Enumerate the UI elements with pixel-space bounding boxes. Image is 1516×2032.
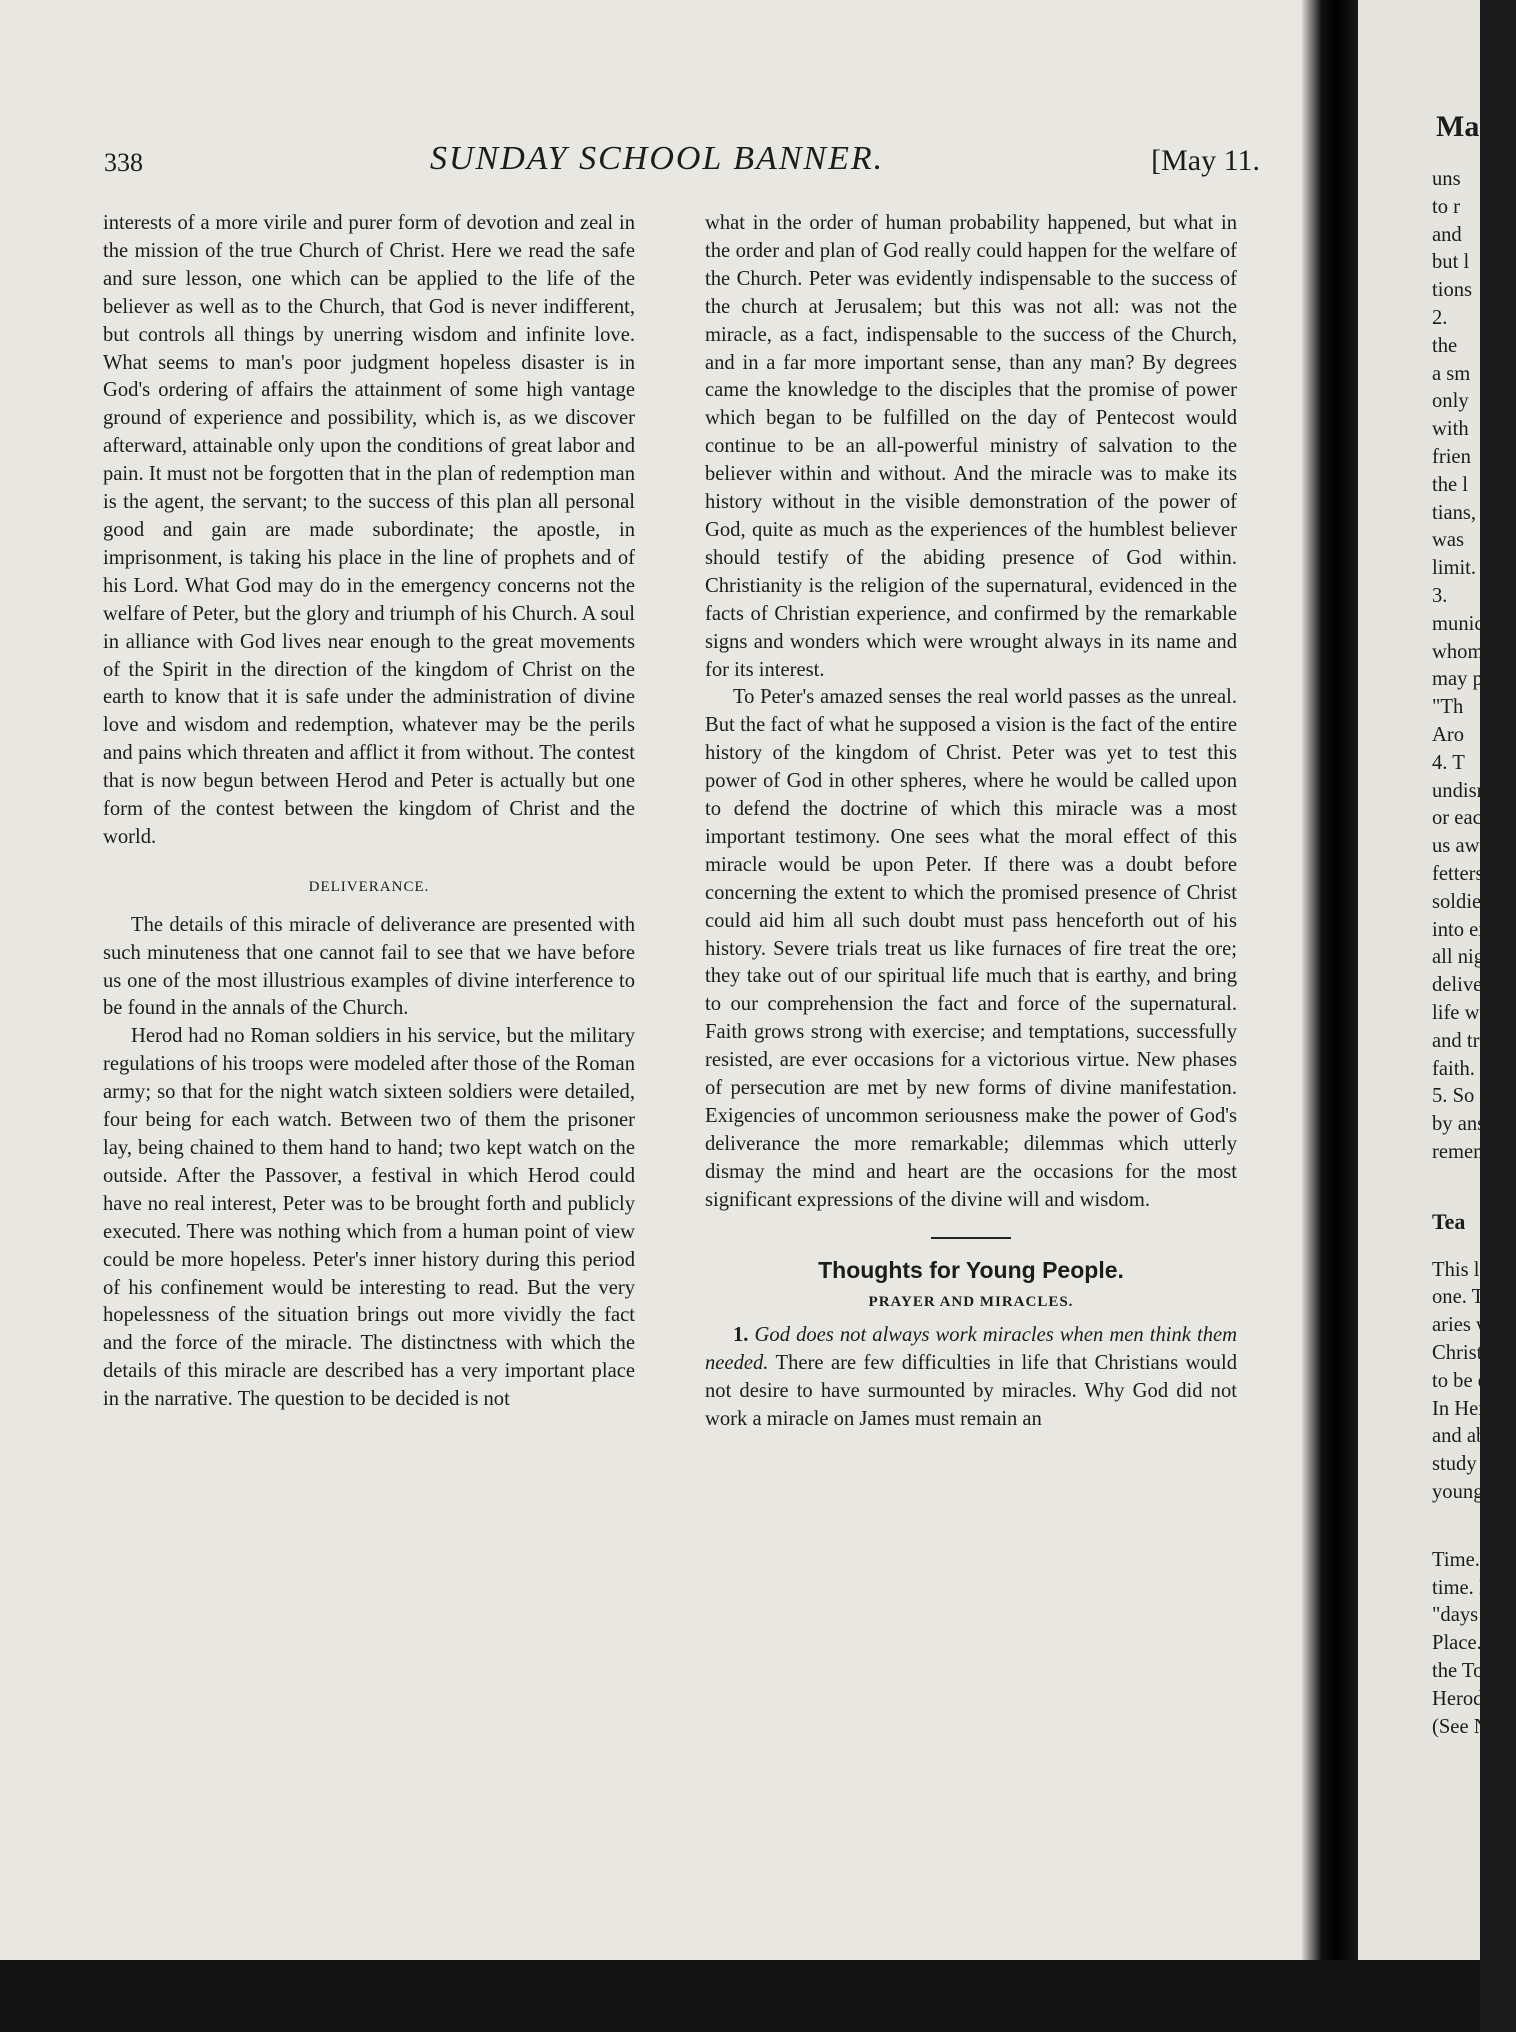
right-page-line: whom	[1432, 640, 1484, 663]
divider	[931, 1237, 1011, 1239]
right-page-line: undism	[1432, 779, 1493, 802]
right-page-line: Aro	[1432, 724, 1465, 746]
right-page-line: only	[1432, 390, 1469, 413]
right-page-line: to be don	[1432, 1369, 1509, 1392]
right-page-line: aries wa	[1432, 1314, 1501, 1337]
point-number: 1.	[733, 1324, 749, 1347]
right-page-line: but l	[1432, 251, 1470, 274]
right-page-line: a sm	[1432, 362, 1471, 385]
right-page-line: (See NOT	[1432, 1715, 1516, 1738]
point-text: There are few difficulties in life that Christians would not desire to have surmounted by miracles. Why God did not work a miracle on James must remain an	[705, 1352, 1237, 1431]
section-heading-deliverance: DELIVERANCE.	[308, 878, 430, 895]
page-header	[100, 140, 1260, 190]
column-one	[103, 210, 635, 1414]
right-page-line: the	[1432, 334, 1458, 357]
right-page-line: Place.	[1432, 1632, 1482, 1655]
column-two	[705, 210, 1237, 1434]
right-page-line: to r	[1432, 195, 1461, 218]
right-page-line: Herod.	[1432, 1687, 1489, 1710]
right-page-line: This l	[1432, 1258, 1480, 1281]
right-page-line: uns	[1432, 168, 1461, 190]
right-page-line: soldiers	[1432, 890, 1497, 913]
right-page-header: Ma	[1436, 110, 1480, 143]
right-page-line: with	[1432, 418, 1469, 441]
paragraph: what in the order of human probability happened, but what in the order and plan of God really could happen for the welfare of the Church. Peter was evidently indispensable to the success of the church at Jerusalem; but this was not all: was not the miracle, as a fact, indispensable to the success of the Church, and in a far more important sense, than any man? By degrees came the knowledge to the disciples that the promise of power which began to be fulfilled on the day of Pentecost would continue to be an all-powerful ministry of salvation to the believer within and without. And the miracle was to make its history without in the visible demonstration of the power of God, quite as much as the experiences of the humblest believer should testify of the abiding presence of God within. Christianity is the religion of the supernatural, evidenced in the facts of Christian experience, and confirmed by the remarkable signs and wonders which were wrought always in its name and for its interest.	[705, 212, 1237, 681]
right-page-line: us awa	[1432, 835, 1489, 858]
right-page-line: fetters,	[1432, 863, 1489, 885]
scan-border	[0, 1960, 1480, 2032]
right-page-line: by ansu	[1432, 1113, 1496, 1136]
paragraph: interests of a more virile and purer form of devotion and zeal in the mission of the true Church of Christ. Here we read the safe and sure lesson, one which can be applied to the life of the believer as well as to the Church, that God is never indifferent, but controls all things by unerring wisdom and infinite love. What seems to man's poor judgment hopeless disaster is in God's ordering of affairs the attainment of some high vantage ground of experience and possibility, which is, as we discover afterward, attainable only upon the conditions of great labor and pain. It must not be forgotten that in the plan of redemption man is the agent, the servant; to the success of this plan all personal good and gain are made subordinate; the apostle, in imprisonment, is taking his place in the line of prophets and of his Lord. What God may do in the emergency concerns not the welfare of Peter, but the glory and triumph of his Church. A soul in alliance with God lives near enough to the great movements of the Spirit in the direction of the kingdom of Christ on the earth to know that it is safe under the administration of divine love and wisdom and redemption, whatever may be the perils and pains which threaten and afflict it from without. The contest that is now begun between Herod and Peter is actually but one form of the contest between the kingdom of Christ and the world.	[103, 212, 635, 848]
right-page-line: 5. So	[1432, 1085, 1475, 1108]
issue-date: [May 11.	[1151, 144, 1260, 177]
right-page-line: 3.	[1432, 585, 1448, 607]
right-page-line: Tea	[1432, 1208, 1466, 1234]
point-italic: God does not always work miracles when men think them needed.	[705, 1324, 1237, 1375]
right-page-line: study th	[1432, 1453, 1498, 1476]
right-page-line: In Hero	[1432, 1397, 1496, 1420]
right-page-line: frien	[1432, 446, 1471, 468]
right-page-line: life wo	[1432, 1002, 1490, 1024]
right-page-line: one. T	[1432, 1286, 1485, 1309]
right-page-line: and able	[1432, 1425, 1502, 1448]
right-page-line: young Ch	[1432, 1481, 1513, 1503]
right-page-line: tions	[1432, 279, 1473, 302]
right-page-line: tians,	[1432, 501, 1477, 524]
right-page-line: all nigh	[1432, 946, 1495, 969]
right-page-line: time. E	[1432, 1576, 1492, 1599]
right-page-line: "Th	[1432, 696, 1464, 719]
right-page-line: delivera	[1432, 974, 1499, 997]
right-page-line: the Towe	[1432, 1660, 1508, 1682]
paragraph: Herod had no Roman soldiers in his service, but the military regulations of his troops were modeled after those of the Roman army; so that for the night watch sixteen soldiers were detailed, four being for each watch. Between two of them the prisoner lay, being chained to them hand to hand; two kept watch on the outside. After the Passover, a festival in which Herod could have no real interest, Peter was to be brought forth and publicly executed. There was nothing which from a human point of view could be more hopeless. Peter's inner history during this period of his confinement would be interesting to read. But the very hopelessness of the situation brings out more vividly the fact and the force of the miracle. The distinctness with which the details of this miracle are described has a very important place in the narrative. The question to be decided is not	[103, 1025, 635, 1411]
right-page-line: "days of	[1432, 1604, 1501, 1627]
right-page-line: or eac	[1432, 807, 1482, 830]
right-page-line: 2.	[1432, 307, 1448, 329]
right-page-line: was	[1432, 529, 1465, 552]
right-page-line: and tra	[1432, 1029, 1489, 1052]
book-gutter	[1302, 0, 1358, 2032]
right-page-line: and	[1432, 223, 1462, 246]
right-page-line: may p	[1432, 668, 1483, 691]
right-page-line: limit.	[1432, 557, 1477, 580]
right-page-line: munic	[1432, 612, 1484, 635]
numbered-point	[705, 1322, 1237, 1434]
subheading-prayer-and-miracles: PRAYER AND MIRACLES.	[868, 1293, 1074, 1310]
right-page-line: rememb	[1432, 1141, 1500, 1163]
right-page-line: faith.	[1432, 1057, 1475, 1080]
journal-title: SUNDAY SCHOOL BANNER.	[430, 140, 885, 177]
page-number: 338	[104, 148, 143, 177]
right-page-line: the l	[1432, 473, 1469, 496]
right-page-line: into ex	[1432, 918, 1489, 941]
paragraph: The details of this miracle of deliverance are presented with such minuteness that one cannot fail to see that we have before us one of the most illustrious examples of divine interference to be found in the annals of the Church.	[103, 913, 635, 1020]
right-page-line: Time.	[1432, 1548, 1480, 1571]
paragraph: To Peter's amazed senses the real world passes as the unreal. But the fact of what he supposed a vision is the fact of the entire history of the kingdom of Christ. Peter was yet to test this power of God in other spheres, where he would be called upon to defend the doctrine of which this miracle was a most important testimony. One sees what the moral effect of this miracle would be upon Peter. If there was a doubt before concerning the extent to which the promised presence of Christ could aid him all such doubt must pass henceforth out of his history. Severe trials treat us like furnaces of fire treat the ore; they take out of our spiritual life much that is earthy, and bring to our comprehension the fact and force of the supernatural. Faith grows strong with exercise; and temptations, successfully resisted, are ever occasions for a victorious virtue. New phases of persecution are met by new forms of divine manifestation. Exigencies of uncommon seriousness make the power of God's deliverance the more remarkable; dilemmas which utterly dismay the mind and heart are the occasions for the most significant expressions of the divine will and wisdom.	[705, 686, 1237, 1211]
right-page-line: Christian	[1432, 1342, 1508, 1364]
right-page-line: 4. T	[1432, 751, 1465, 774]
section-heading-young-people: Thoughts for Young People.	[818, 1256, 1124, 1283]
